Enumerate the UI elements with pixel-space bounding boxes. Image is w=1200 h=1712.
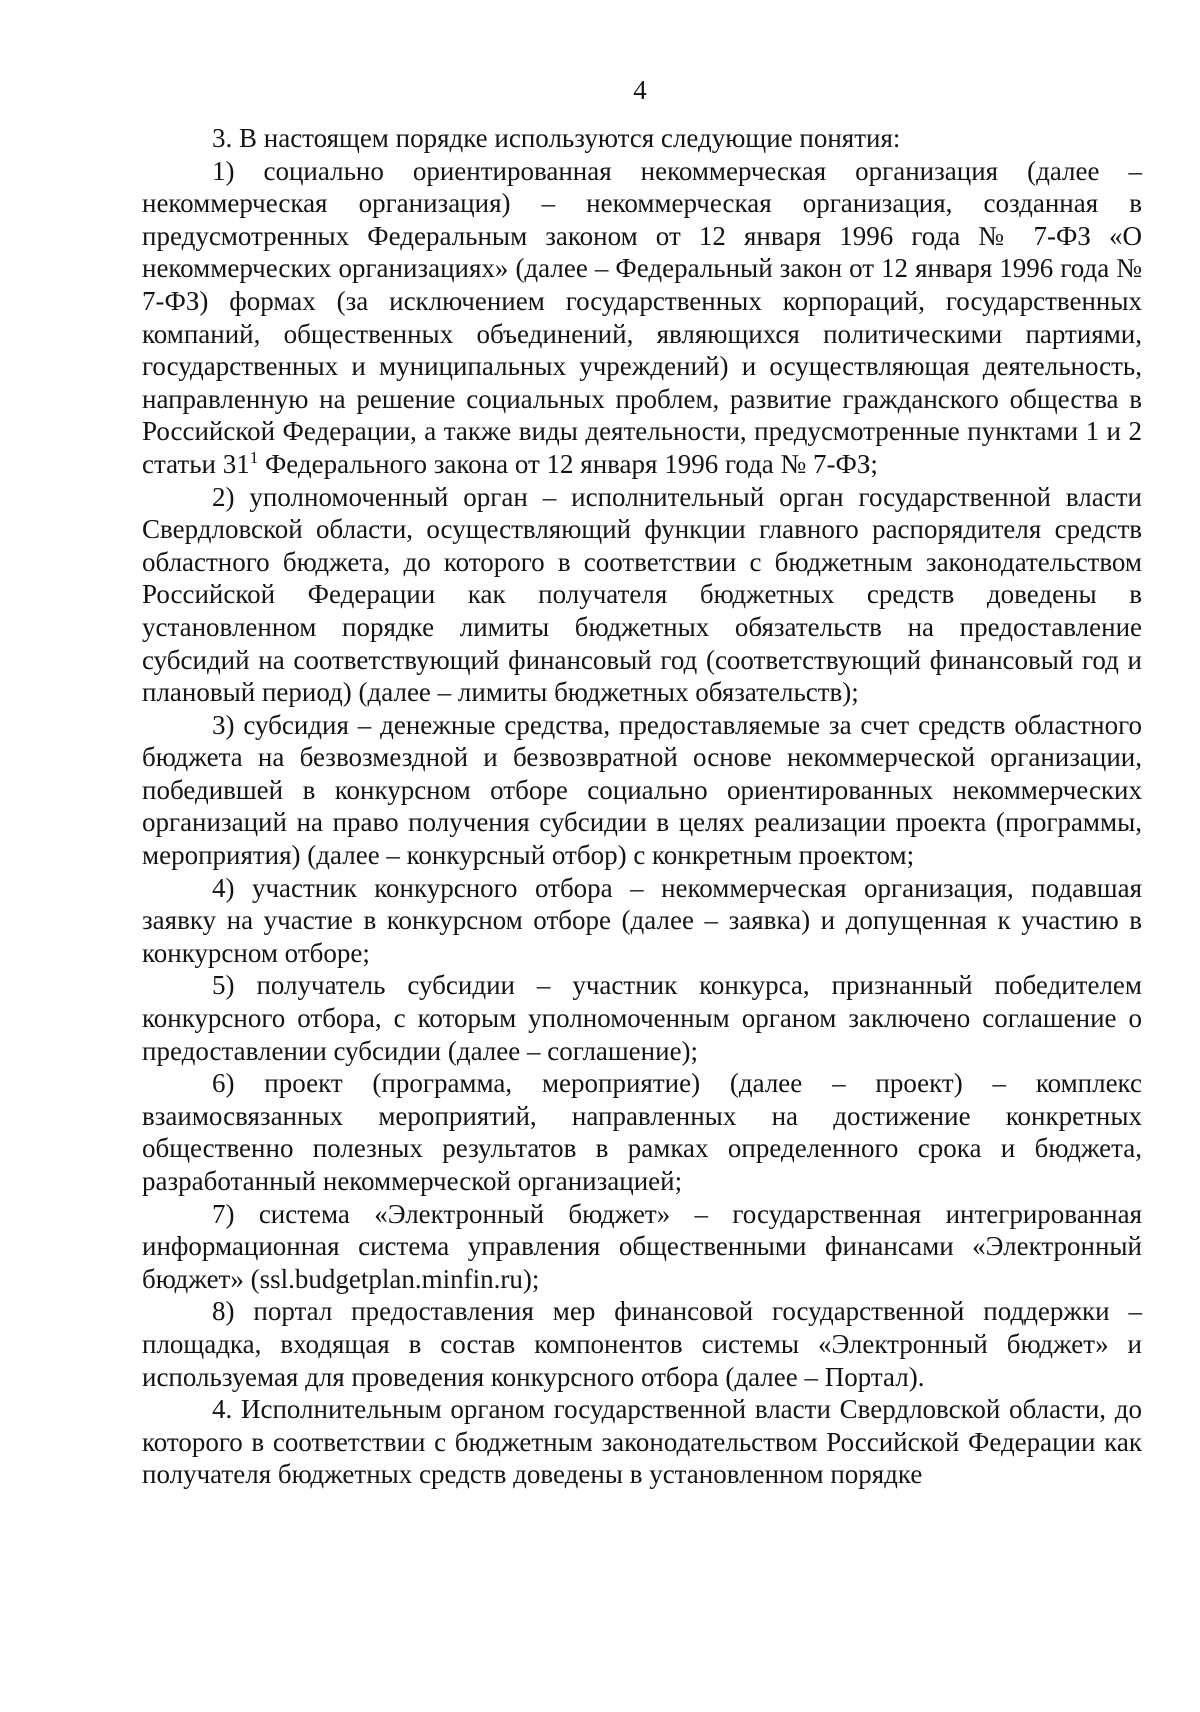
paragraph-3-2: 2) уполномоченный орган – исполнительный орган государственной власти Свердловской области, осуществляющий функции главного распорядителя средств областного бюджета, до которого в соответствии с бюджетным законодательством Российской Федерации как получателя бюджетных средств доведены в установленном порядке лимиты бюджетных обязательств на предоставление субсидий на соответствующий финансовый год (соответствующий финансовый год и плановый период) (далее – лимиты бюджетных обязательств);: [142, 481, 1142, 708]
paragraph-3-8: 8) портал предоставления мер финансовой государственной поддержки – площадка, входящая в состав компонентов системы «Электронный бюджет» и используемая для проведения конкурсного отбора (далее – Портал).: [142, 1296, 1142, 1392]
paragraph-3-6: 6) проект (программа, мероприятие) (далее – проект) – комплекс взаимосвязанных мероприятий, направленных на достижение конкретных общественно полезных результатов в рамках определенного срока и бюджета, разработанный некоммерческой организацией;: [142, 1068, 1142, 1196]
paragraph-3-7: 7) система «Электронный бюджет» – государственная интегрированная информационная система управления общественными финансами «Электронный бюджет» (ssl.budgetplan.minfin.ru);: [142, 1198, 1142, 1294]
paragraph-3-1: 1) социально ориентированная некоммерческая организация (далее – некоммерческая организация) – некоммерческая организация, созданная в предусмотренных Федеральным законом от 12 января 1996 года № 7-ФЗ «О некоммерческих организациях» (далее – Федеральный закон от 12 января 1996 года № 7-ФЗ) формах (за исключением государственных корпораций, государственных компаний, общественных объединений, являющихся политическими партиями, государственных и муниципальных учреждений) и осуществляющая деятельность, направленную на решение социальных проблем, развитие гражданского общества в Российской Федерации, а также виды деятельности, предусмотренные пунктами 1 и 2 статьи $31^1$ Федерального закона от 12 января 1996 года № 7-ФЗ;: [142, 155, 1142, 479]
paragraph-3: 3. В настоящем порядке используются следующие понятия:: [212, 123, 901, 153]
paragraph-4: 4. Исполнительным органом государственной власти Свердловской области, до которого в соответствии с бюджетным законодательством Российской Федерации как получателя бюджетных средств доведены в установленном порядке: [142, 1394, 1142, 1490]
paragraph-3-3: 3) субсидия – денежные средства, предоставляемые за счет средств областного бюджета на безвозмездной и безвозвратной основе некоммерческой организации, победившей в конкурсном отборе социально ориентированных некоммерческих организаций на право получения субсидии в целях реализации проекта (программы, мероприятия) (далее – конкурсный отбор) с конкретным проектом;: [142, 709, 1142, 871]
page-number: 4: [633, 75, 647, 105]
paragraph-3-5: 5) получатель субсидии – участник конкурса, признанный победителем конкурсного отбора, с которым уполномоченным органом заключено соглашение о предоставлении субсидии (далее – соглашение);: [142, 970, 1142, 1066]
superscript-1: 1: [249, 447, 259, 467]
paragraph-3-4: 4) участник конкурсного отбора – некоммерческая организация, подавшая заявку на участие в конкурсном отборе (далее – заявка) и допущенная к участию в конкурсном отборе;: [142, 872, 1142, 968]
document-body: [142, 122, 1142, 1491]
